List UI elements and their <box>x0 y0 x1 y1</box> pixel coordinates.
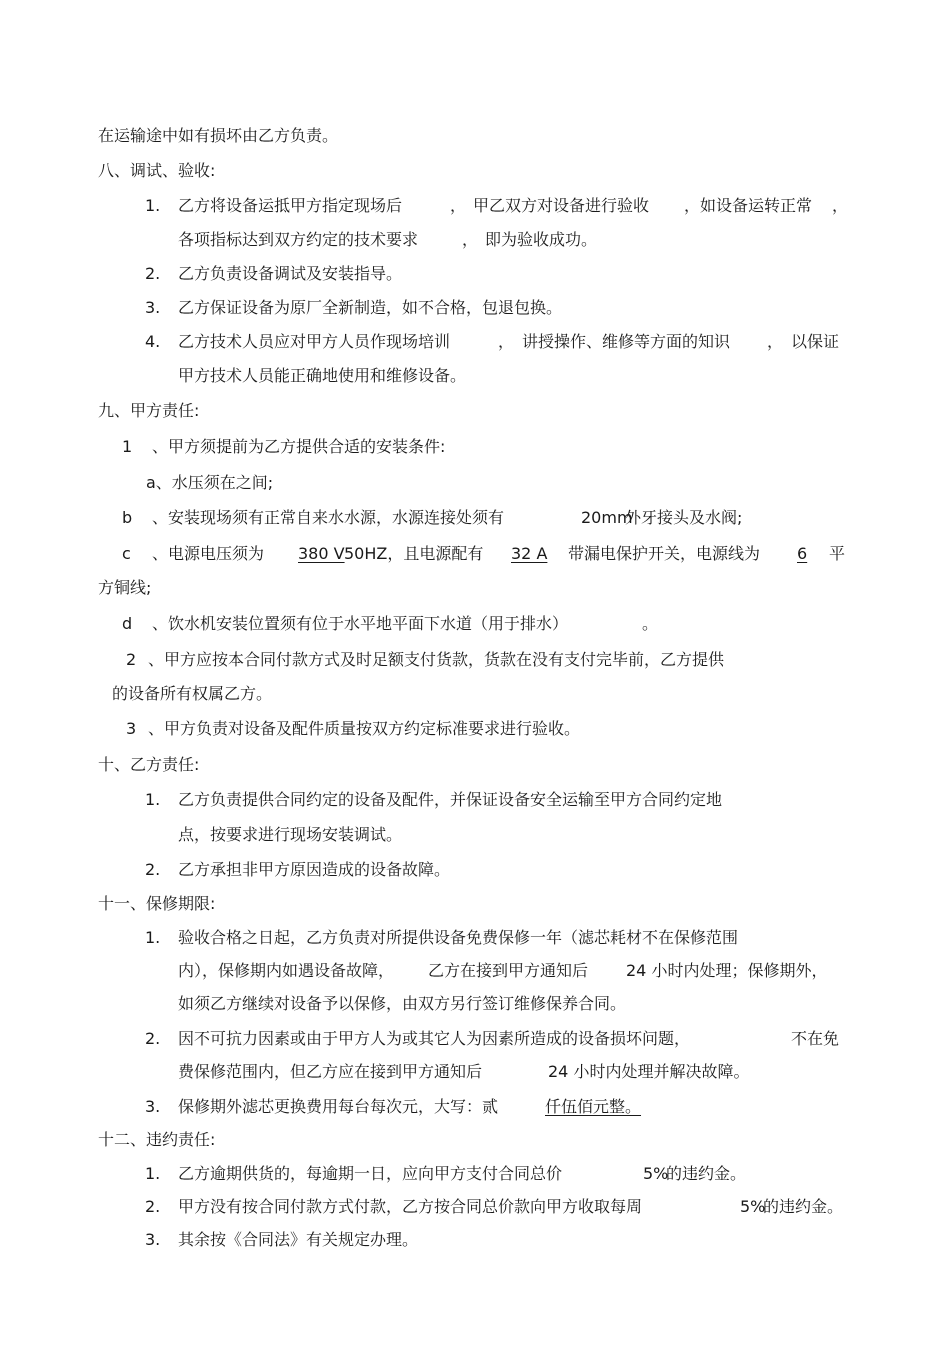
clause-text: 甲方没有按合同付款方式付款，乙方按合同总价款向甲方收取每周 <box>178 1197 643 1216</box>
item-number: 3. <box>145 298 161 317</box>
item-letter: b <box>122 508 133 527</box>
amount-in-words: 仟伍佰元整。 <box>545 1097 642 1116</box>
clause-text: ， <box>832 196 849 215</box>
clause-text: 其余按《合同法》有关规定办理。 <box>178 1230 419 1249</box>
item-number: 1. <box>145 928 161 947</box>
clause-text: 乙方承担非甲方原因造成的设备故障。 <box>178 860 451 879</box>
clause-text: ，如设备运转正常 <box>684 196 813 215</box>
clause-text: 、甲方负责对设备及配件质量按双方约定标准要求进行验收。 <box>148 719 581 738</box>
clause-text: 甲乙双方对设备进行验收 <box>473 196 650 215</box>
clause-text: ， <box>462 230 479 249</box>
item-number: 4. <box>145 332 161 351</box>
item-letter: c <box>122 544 131 563</box>
item-number: 1. <box>145 790 161 809</box>
item-number: 2. <box>145 264 161 283</box>
clause-text: 24 小时内处理并解决故障。 <box>548 1062 750 1081</box>
clause-text: 乙方负责设备调试及安装指导。 <box>178 264 403 283</box>
clause-text: 验收合格之日起，乙方负责对所提供设备免费保修一年（滤芯耗材不在保修范围 <box>178 928 739 947</box>
clause-text: ， <box>450 196 467 215</box>
clause-text: 、甲方应按本合同付款方式及时足额支付货款，货款在没有支付完毕前，乙方提供 <box>148 650 725 669</box>
clause-text: 乙方在接到甲方通知后 <box>428 961 589 980</box>
item-number: 1. <box>145 1164 161 1183</box>
clause-text: 方铜线; <box>98 578 152 597</box>
clause-text: 即为验收成功。 <box>485 230 598 249</box>
item-number: 2 <box>126 650 137 669</box>
clause-text: 、甲方须提前为乙方提供合适的安装条件: <box>152 437 446 456</box>
clause-text: 讲授操作、维修等方面的知识 <box>522 332 731 351</box>
item-number: 2. <box>145 1197 161 1216</box>
clause-value: 20mm <box>581 508 633 527</box>
clause-value: 32 A <box>511 544 548 563</box>
item-number: 2. <box>145 860 161 879</box>
clause-text: 乙方保证设备为原厂全新制造，如不合格，包退包换。 <box>178 298 563 317</box>
clause-text: 平 <box>829 544 846 563</box>
clause-text: 24 小时内处理；保修期外， <box>626 961 828 980</box>
clause-text: 的违约金。 <box>763 1197 844 1216</box>
clause-value: 5% <box>740 1197 766 1216</box>
section-9-heading: 九、甲方责任: <box>98 401 200 420</box>
clause-text: 点，按要求进行现场安装调试。 <box>178 825 403 844</box>
clause-text: 乙方逾期供货的，每逾期一日，应向甲方支付合同总价 <box>178 1164 563 1183</box>
clause-text: 如须乙方继续对设备予以保修，由双方另行签订维修保养合同。 <box>178 994 627 1013</box>
clause-text: 带漏电保护开关，电源线为 <box>568 544 761 563</box>
item-number: 3. <box>145 1230 161 1249</box>
clause-text: 的违约金。 <box>666 1164 747 1183</box>
section-11-heading: 十一、保修期限: <box>98 894 216 913</box>
clause-value: 5% <box>643 1164 669 1183</box>
section-10-heading: 十、乙方责任: <box>98 755 200 774</box>
item-number: 3. <box>145 1097 161 1116</box>
item-number: 1. <box>145 196 161 215</box>
clause-text: ， <box>498 332 515 351</box>
section-8-heading: 八、调试、验收: <box>98 161 216 180</box>
clause-text: 因不可抗力因素或由于甲方人为或其它人为因素所造成的设备损坏问题， <box>178 1029 691 1048</box>
clause-text: 甲方技术人员能正确地使用和维修设备。 <box>178 366 467 385</box>
clause-text: 外牙接头及水阀; <box>625 508 743 527</box>
clause-text: 50HZ，且电源配有 <box>344 544 484 563</box>
item-number: 2. <box>145 1029 161 1048</box>
clause-text: 保修期外滤芯更换费用每台每次元，大写：贰 <box>178 1097 499 1116</box>
clause-value: 6 <box>797 544 808 563</box>
clause-text: 、饮水机安装位置须有位于水平地平面下水道（用于排水） <box>152 614 569 633</box>
clause-text: 乙方将设备运抵甲方指定现场后 <box>178 196 403 215</box>
clause-value: 380 V <box>298 544 345 563</box>
clause-text: 不在免 <box>791 1029 840 1048</box>
clause-text: a、水压须在之间; <box>146 473 274 492</box>
clause-text: 乙方负责提供合同约定的设备及配件，并保证设备安全运输至甲方合同约定地 <box>178 790 723 809</box>
clause-text: 的设备所有权属乙方。 <box>112 684 273 703</box>
item-number: 3 <box>126 719 137 738</box>
section-12-heading: 十二、违约责任: <box>98 1130 216 1149</box>
item-letter: d <box>122 614 133 633</box>
clause-text: 。 <box>642 614 659 633</box>
clause-text: 费保修范围内，但乙方应在接到甲方通知后 <box>178 1062 483 1081</box>
clause-text: 乙方技术人员应对甲方人员作现场培训 <box>178 332 451 351</box>
item-number: 1 <box>122 437 133 456</box>
clause-text: 、电源电压须为 <box>152 544 265 563</box>
clause-text: 各项指标达到双方约定的技术要求 <box>178 230 419 249</box>
intro-line: 在运输途中如有损坏由乙方负责。 <box>98 126 339 145</box>
clause-text: ， <box>767 332 784 351</box>
clause-text: 内），保修期内如遇设备故障， <box>178 961 395 980</box>
clause-text: 、安装现场须有正常自来水水源，水源连接处须有 <box>152 508 505 527</box>
clause-text: 以保证 <box>791 332 840 351</box>
